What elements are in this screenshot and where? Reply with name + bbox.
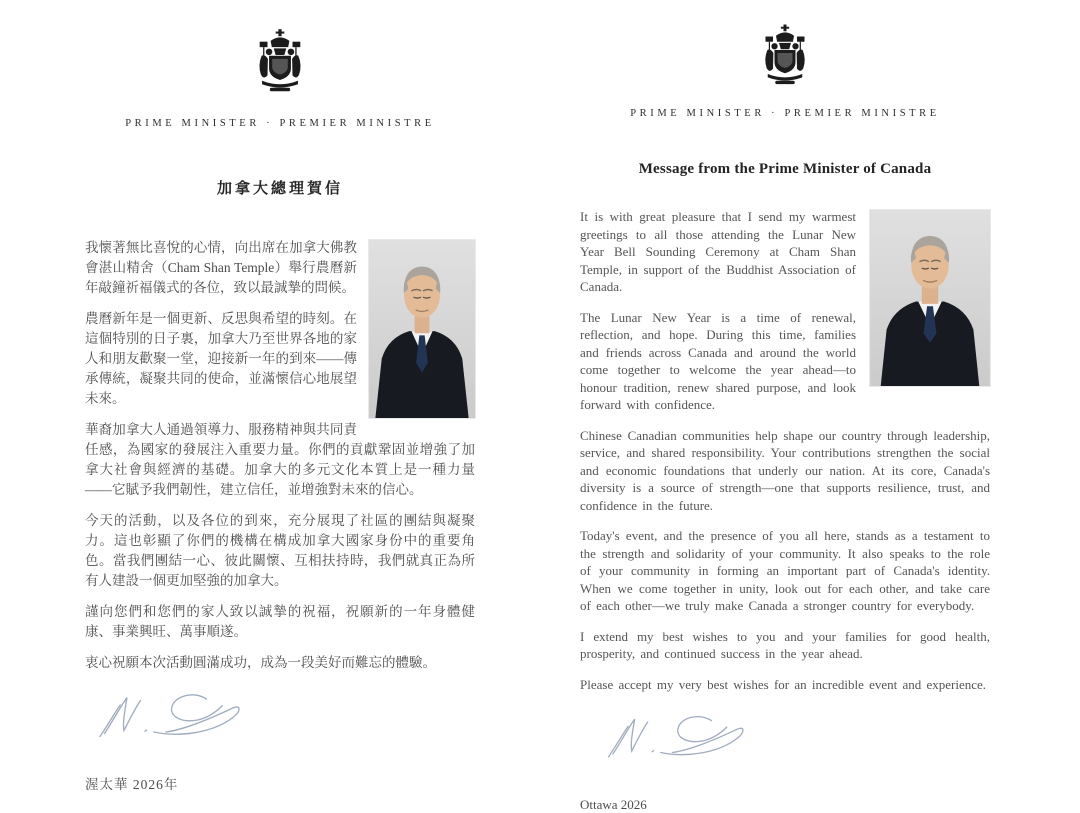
letter-body-chinese: [85, 238, 475, 673]
paragraph: Chinese Canadian communities help shape our country through leadership, service, and shared responsibility. Your contributions strengthen the social and economic foundations that underly our nation. At its core, Canada's diversity is a source of strength—one that supports resilience, trust, and confidence in the future.: [580, 427, 990, 513]
paragraph: Please accept my very best wishes for an incredible event and experience.: [580, 676, 987, 692]
pm-portrait-photo: [369, 240, 475, 418]
letterhead-org-line: PRIME MINISTER · PREMIER MINISTRE: [630, 108, 940, 119]
paragraph: 我懷著無比喜悅的心情，向出席在加拿大佛教會湛山精舍（Cham Shan Temple）舉行農曆新年敲鐘祈福儀式的各位，致以最誠摯的問候。: [85, 240, 357, 295]
pm-signature: [590, 709, 775, 767]
canada-coat-of-arms-icon: [255, 22, 305, 102]
paragraph: 華裔加拿大人通過領導力、服務精神與共同責任感，為國家的發展注入重要力量。你們的貢獻鞏固並增強了加拿大社會與經濟的基礎。加拿大的多元文化本質上是一種力量——它賦予我們韌性，建立信任，並增強對未來的信心。: [85, 422, 475, 497]
paragraph: 謹向您們和您們的家人致以誠摯的祝福，祝願新的一年身體健康、事業興旺、萬事順遂。: [85, 604, 475, 639]
paragraph: Today's event, and the presence of you all here, stands as a testament to the strength and solidarity of your community. It also speaks to the role of your community in forming an important part of Canada's identity. When we come together in unity, look out for each other, and take care of each other—we truly make Canada a stronger country for everybody.: [580, 528, 990, 613]
date-line-chinese: 渥太華 2026年: [85, 777, 179, 792]
letter-title-english: Message from the Prime Minister of Canada: [638, 161, 932, 177]
paragraph: 農曆新年是一個更新、反思與希望的時刻。在這個特別的日子裏，加拿大乃至世界各地的家人和朋友歡聚一堂，迎接新一年的到來——傳承傳統，凝聚共同的使命，並滿懷信心地展望未來。: [85, 311, 357, 406]
pm-portrait-graphic: [870, 210, 990, 386]
paragraph: It is with great pleasure that I send my warmest greetings to all those attending the Lunar New Year Bell Sounding Ceremony at Cham Shan Temple, in support of the Buddhist Association of Canada.: [580, 209, 856, 294]
pm-portrait-photo: [870, 210, 990, 386]
paragraph: 衷心祝願本次活動圓滿成功，成為一段美好而難忘的體驗。: [85, 655, 436, 670]
paragraph: I extend my best wishes to you and your families for good health, prosperity, and continued success in the year ahead.: [580, 628, 990, 661]
letterhead-org-line: PRIME MINISTER · PREMIER MINISTRE: [125, 118, 435, 129]
paragraph: The Lunar New Year is a time of renewal, reflection, and hope. During this time, families and friends across Canada and around the world come together to welcome the year ahead—to honour tradition, renew shared purpose, and look forward with confidence.: [580, 309, 856, 412]
letter-body-english: [580, 208, 990, 693]
paragraph: 今天的活動，以及各位的到來，充分展現了社區的團結與凝聚力。這也彰顯了你們的機構在構成加拿大國家身份中的重要角色。當我們團結一心、彼此關懷、互相扶持時，我們就真正為所有人建設一個更加堅強的加拿大。: [85, 513, 475, 588]
letter-title-chinese: 加拿大總理賀信: [216, 181, 343, 197]
pm-portrait-graphic: [369, 240, 475, 418]
canada-coat-of-arms-icon: [761, 14, 809, 98]
letter-chinese-page: [0, 0, 540, 797]
pm-signature: [89, 687, 264, 747]
letter-english-page: [540, 0, 1080, 812]
date-line-english: Ottawa 2026: [580, 797, 647, 812]
